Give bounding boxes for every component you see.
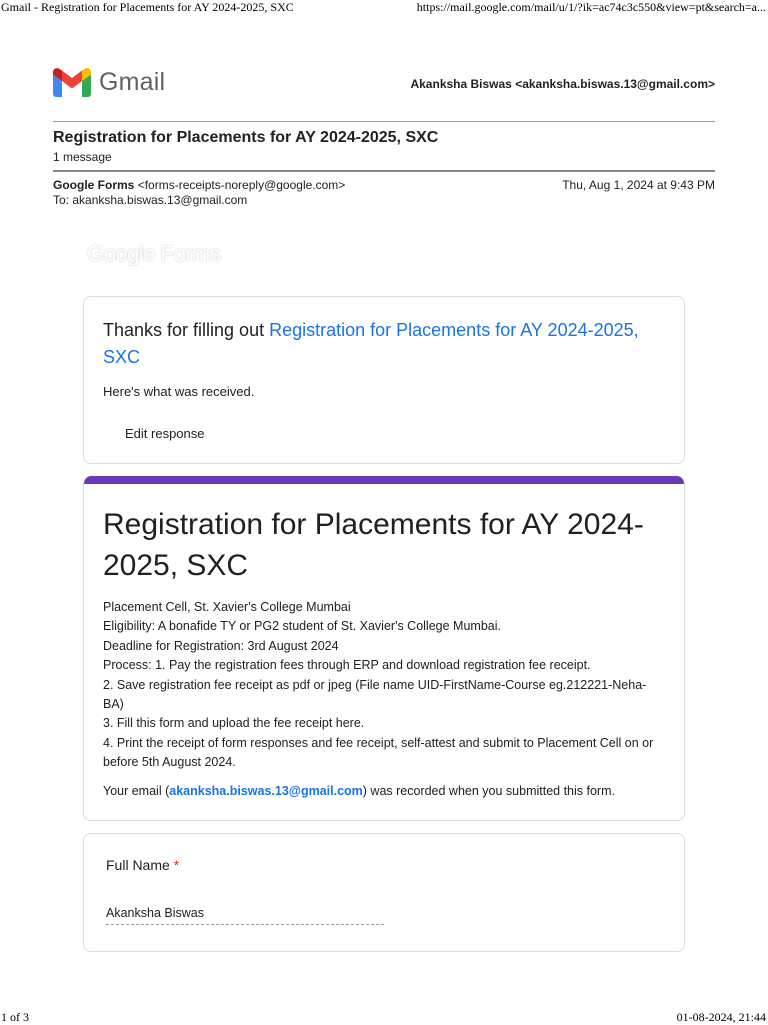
email-subject: Registration for Placements for AY 2024-2025, SXC — [53, 129, 439, 146]
message-count: 1 message — [53, 150, 112, 164]
email-note-prefix: Your email ( — [103, 784, 170, 798]
form-link[interactable]: Registration for Placements for AY 2024-2025, SXC — [103, 320, 639, 367]
description-line: Placement Cell, St. Xavier's College Mumbai — [103, 600, 351, 614]
print-timestamp: 01-08-2024, 21:44 — [676, 1010, 766, 1024]
form-header-card — [83, 476, 685, 821]
received-text: Here's what was received. — [103, 384, 255, 399]
description-line: 4. Print the receipt of form responses and fee receipt, self-attest and submit to Placement Cell on or before 5th August 2024. — [103, 735, 654, 770]
answer-underline — [106, 924, 384, 925]
description-line: 3. Fill this form and upload the fee receipt here. — [103, 716, 365, 731]
email-note-suffix: ) was recorded when you submitted this form. — [362, 784, 615, 798]
question-label — [106, 857, 179, 873]
form-description — [103, 598, 664, 773]
form-title: Registration for Placements for AY 2024-2025, SXC — [103, 508, 644, 582]
description-line: Eligibility: A bonafide TY or PG2 student of St. Xavier's College Mumbai. — [103, 619, 501, 634]
email-recorded-note — [103, 784, 615, 798]
description-line: Process: 1. Pay the registration fees through ERP and download registration fee receipt. — [103, 658, 591, 673]
answer-value: Akanksha Biswas — [106, 906, 204, 920]
thanks-heading — [103, 317, 666, 371]
print-page-title: Gmail - Registration for Placements for AY 2024-2025, SXC — [1, 0, 294, 14]
description-line: 2. Save registration fee receipt as pdf or jpeg (File name UID-FirstName-Course eg.212221-Neha-BA) — [103, 677, 647, 712]
thanks-prefix: Thanks for filling out — [103, 320, 265, 340]
receipt-card — [83, 296, 685, 464]
required-asterisk: * — [173, 857, 180, 873]
divider — [53, 121, 715, 122]
recorded-email[interactable]: akanksha.biswas.13@gmail.com — [169, 784, 363, 798]
message-date: Thu, Aug 1, 2024 at 9:43 PM — [562, 178, 715, 192]
gmail-m-icon — [53, 68, 91, 97]
gmail-logo — [53, 68, 165, 97]
print-header — [0, 0, 768, 16]
print-footer — [0, 1008, 768, 1024]
gmail-wordmark: Gmail — [99, 68, 166, 96]
page-number: 1 of 3 — [1, 1010, 29, 1024]
description-line: Deadline for Registration: 3rd August 2024 — [103, 638, 339, 653]
question-card — [83, 833, 685, 952]
divider — [53, 170, 715, 172]
sender-name: Google Forms — [53, 178, 135, 192]
sender — [53, 178, 345, 192]
edit-response-button[interactable]: Edit response — [125, 426, 205, 441]
recipient: To: akanksha.biswas.13@gmail.com — [53, 193, 248, 207]
question-title: Full Name — [106, 857, 170, 873]
form-accent-bar — [83, 476, 685, 484]
sender-email: <forms-receipts-noreply@google.com> — [137, 178, 346, 192]
print-page-url: https://mail.google.com/mail/u/1/?ik=ac74c3c550&view=pt&search=a... — [416, 0, 766, 14]
account-name: Akanksha Biswas <akanksha.biswas.13@gmail.com> — [410, 77, 715, 91]
google-forms-logo: Google Forms — [87, 241, 221, 266]
